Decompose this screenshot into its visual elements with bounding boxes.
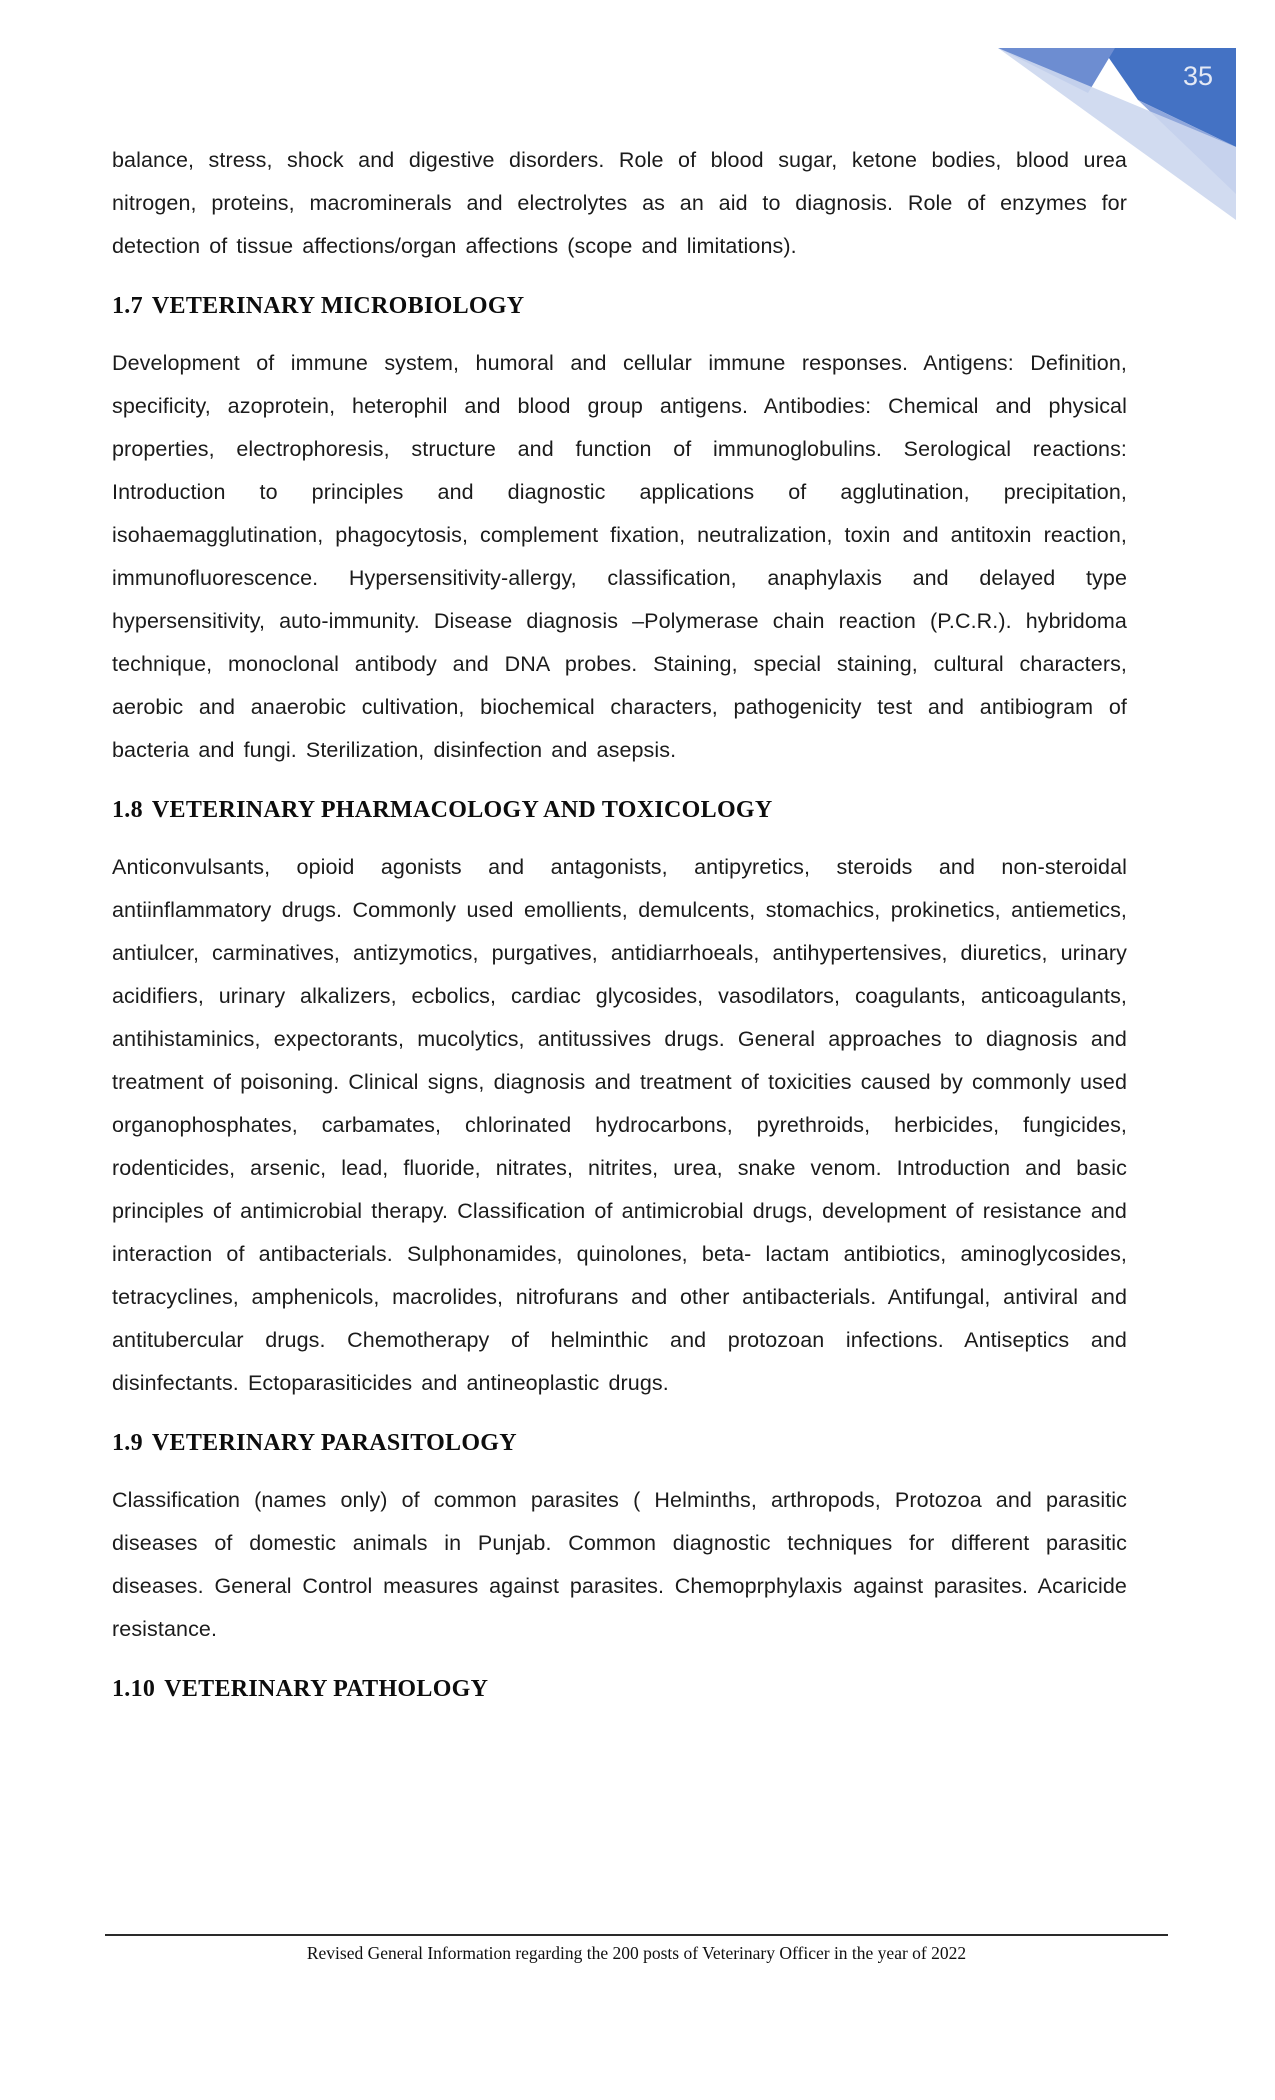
footer-text: Revised General Information regarding the 200 posts of Veterinary Officer in the year of 2022	[306, 1943, 967, 1963]
page-number: 35	[1182, 61, 1214, 91]
section-heading	[112, 793, 1127, 827]
section-title: VETERINARY PHARMACOLOGY AND TOXICOLOGY	[151, 797, 773, 823]
section-body: Anticonvulsants, opioid agonists and antagonists, antipyretics, steroids and non-steroidal antiinflammatory drugs. Commonly used emollients, demulcents, stomachics, prokinetics, antiemetics, antiulcer, carminatives, antizymotics, purgatives, antidiarrhoeals, antihypertensives, diuretics, urinary acidifiers, urinary alkalizers, ecbolics, cardiac glycosides, vasodilators, coagulants, anticoagulants, antihistaminics, expectorants, mucolytics, antitussives drugs. General approaches to diagnosis and treatment of poisoning. Clinical signs, diagnosis and treatment of toxicities caused by commonly used organophosphates, carbamates, chlorinated hydrocarbons, pyrethroids, herbicides, fungicides, rodenticides, arsenic, lead, fluoride, nitrates, nitrites, urea, snake venom. Introduction and basic principles of antimicrobial therapy. Classification of antimicrobial drugs, development of resistance and interaction of antibacterials. Sulphonamides, quinolones, beta- lactam antibiotics, aminoglycosides, tetracyclines, amphenicols, macrolides, nitrofurans and other antibacterials. Antifungal, antiviral and antitubercular drugs. Chemotherapy of helminthic and protozoan infections. Antiseptics and disinfectants. Ectoparasiticides and antineoplastic drugs.	[112, 855, 1127, 1395]
paragraph-continued: balance, stress, shock and digestive disorders. Role of blood sugar, ketone bodies, blood urea nitrogen, proteins, macrominerals and electrolytes as an aid to diagnosis. Role of enzymes for detection of tissue affections/organ affections (scope and limitations).	[112, 148, 1127, 258]
section-number: 1.8	[112, 797, 143, 823]
section-title: VETERINARY PARASITOLOGY	[151, 1430, 517, 1456]
section-title: VETERINARY MICROBIOLOGY	[151, 293, 525, 319]
section-veterinary-microbiology	[112, 289, 1127, 772]
section-body: Classification (names only) of common parasites ( Helminths, arthropods, Protozoa and parasitic diseases of domestic animals in Punjab. Common diagnostic techniques for different parasitic diseases. General Control measures against parasites. Chemoprphylaxis against parasites. Acaricide resistance.	[112, 1488, 1127, 1641]
section-heading	[112, 1426, 1127, 1460]
section-title: VETERINARY PATHOLOGY	[164, 1676, 489, 1702]
section-number: 1.9	[112, 1430, 143, 1456]
footer-divider	[105, 1934, 1168, 1964]
page-content	[112, 139, 1127, 1725]
section-heading	[112, 1672, 1127, 1706]
section-veterinary-pathology	[112, 1672, 1127, 1706]
section-veterinary-parasitology	[112, 1426, 1127, 1651]
section-number: 1.7	[112, 293, 143, 319]
section-body: Development of immune system, humoral and cellular immune responses. Antigens: Definition, specificity, azoprotein, heterophil and blood group antigens. Antibodies: Chemical and physical properties, electrophoresis, structure and function of immunoglobulins. Serological reactions: Introduction to principles and diagnostic applications of agglutination, precipitation, isohaemagglutination, phagocytosis, complement fixation, neutralization, toxin and antitoxin reaction, immunofluorescence. Hypersensitivity-allergy, classification, anaphylaxis and delayed type hypersensitivity, auto-immunity. Disease diagnosis –Polymerase chain reaction (P.C.R.). hybridoma technique, monoclonal antibody and DNA probes. Staining, special staining, cultural characters, aerobic and anaerobic cultivation, biochemical characters, pathogenicity test and antibiogram of bacteria and fungi. Sterilization, disinfection and asepsis.	[112, 351, 1127, 762]
section-veterinary-pharmacology-and-toxicology	[112, 793, 1127, 1405]
section-heading	[112, 289, 1127, 323]
section-number: 1.10	[112, 1676, 156, 1702]
